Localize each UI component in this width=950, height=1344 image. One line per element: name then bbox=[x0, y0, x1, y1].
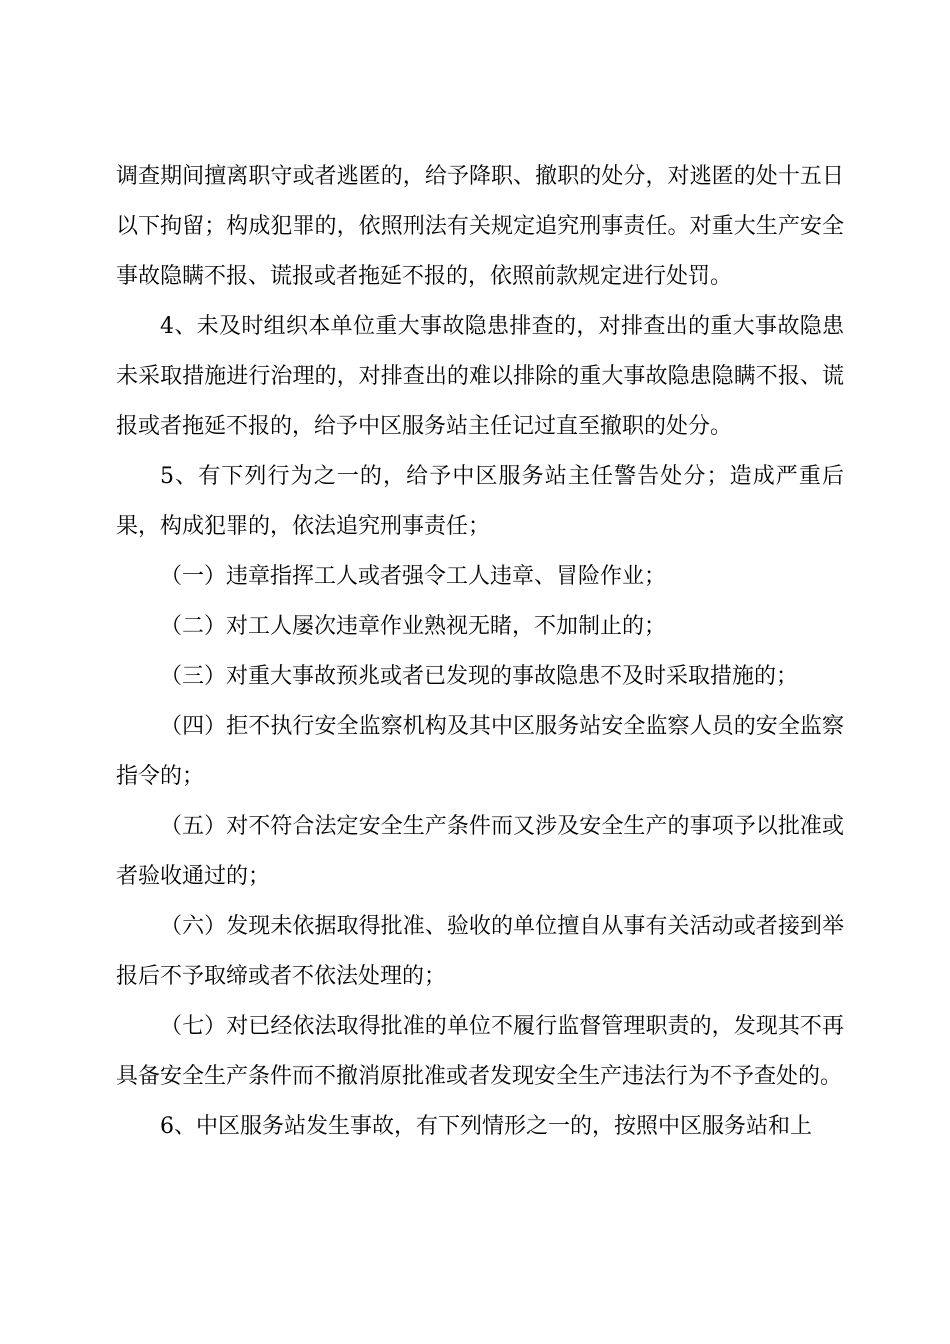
paragraph-2: 4、未及时组织本单位重大事故隐患排查的，对排查出的重大事故隐患未采取措施进行治理的，对排查出的难以排除的重大事故隐患隐瞒不报、谎报或者拖延不报的，给予中区服务站主任记过直至撤职的处分。 bbox=[116, 314, 844, 439]
paragraph-9: （六）发现未依据取得批准、验收的单位擅自从事有关活动或者接到举报后不予取缔或者不依法处理的； bbox=[116, 914, 844, 989]
paragraph-7: （四）拒不执行安全监察机构及其中区服务站安全监察人员的安全监察指令的； bbox=[116, 714, 844, 789]
paragraph-3: 5、有下列行为之一的，给予中区服务站主任警告处分；造成严重后果，构成犯罪的，依法追究刑事责任； bbox=[116, 464, 844, 539]
document-body bbox=[116, 152, 844, 1152]
paragraph-5: （二）对工人屡次违章作业熟视无睹，不加制止的； bbox=[160, 614, 667, 639]
paragraph-6: （三）对重大事故预兆或者已发现的事故隐患不及时采取措施的； bbox=[160, 664, 799, 689]
paragraph-10: （七）对已经依法取得批准的单位不履行监督管理职责的，发现其不再具备安全生产条件而不撤消原批准或者发现安全生产违法行为不予查处的。 bbox=[116, 1014, 844, 1089]
paragraph-8: （五）对不符合法定安全生产条件而又涉及安全生产的事项予以批准或者验收通过的； bbox=[116, 814, 844, 889]
paragraph-4: （一）违章指挥工人或者强令工人违章、冒险作业； bbox=[160, 564, 667, 589]
paragraph-11: 6、中区服务站发生事故，有下列情形之一的，按照中区服务站和上 bbox=[160, 1114, 812, 1139]
paragraph-1: 调查期间擅离职守或者逃匿的，给予降职、撤职的处分，对逃匿的处十五日以下拘留；构成犯罪的，依照刑法有关规定追究刑事责任。对重大生产安全事故隐瞒不报、谎报或者拖延不报的，依照前款规定进行处罚。 bbox=[116, 164, 844, 289]
